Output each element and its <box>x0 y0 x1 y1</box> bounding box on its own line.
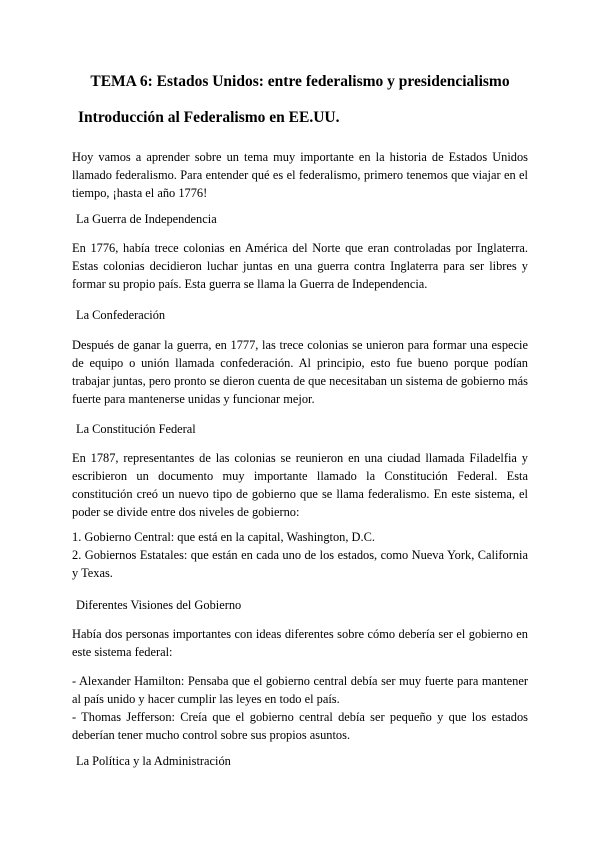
section-text-confederacion: Después de ganar la guerra, en 1777, las trece colonias se unieron para formar una especie de equipo o unión llamada confederación. Al principio, esto fue bueno porque podían trabajar juntas, pero pronto se dieron cuenta de que necesitaban un sistema de gobierno más fuerte para mantenerse unidas y funcionar mejor. <box>72 338 528 406</box>
list-item: 2. Gobiernos Estatales: que están en cada uno de los estados, como Nueva York, California y Texas. <box>72 548 528 580</box>
list-item: - Alexander Hamilton: Pensaba que el gobierno central debía ser muy fuerte para mantener al país unido y hacer cumplir las leyes en todo el país. <box>72 674 528 706</box>
section-heading-independencia: La Guerra de Independencia <box>76 212 217 226</box>
document-title: TEMA 6: Estados Unidos: entre federalismo y presidencialismo <box>90 73 510 90</box>
intro-paragraph: Hoy vamos a aprender sobre un tema muy importante en la historia de Estados Unidos llamado federalismo. Para entender qué es el federalismo, primero tenemos que viajar en el tiempo, ¡hasta el año 1776! <box>72 150 528 200</box>
section-heading-constitucion: La Constitución Federal <box>76 422 196 436</box>
section-heading-confederacion: La Confederación <box>76 308 166 322</box>
section-heading-politica: La Política y la Administración <box>76 754 231 768</box>
section-heading-visiones: Diferentes Visiones del Gobierno <box>76 598 242 612</box>
list-item: 1. Gobierno Central: que está en la capital, Washington, D.C. <box>72 530 375 544</box>
visions-list <box>72 672 528 744</box>
government-levels-list <box>72 528 528 582</box>
section-text-visiones: Había dos personas importantes con ideas diferentes sobre cómo debería ser el gobierno en este sistema federal: <box>72 627 528 659</box>
list-item: - Thomas Jefferson: Creía que el gobierno central debía ser pequeño y que los estados deberían tener mucho control sobre sus propios asuntos. <box>72 710 528 742</box>
section-text-independencia: En 1776, había trece colonias en América del Norte que eran controladas por Inglaterra. Estas colonias decidieron luchar juntas en una guerra contra Inglaterra para ser libres y formar su propio país. Esta guerra se llama la Guerra de Independencia. <box>72 241 528 291</box>
document-subtitle: Introducción al Federalismo en EE.UU. <box>78 109 340 126</box>
section-text-constitucion: En 1787, representantes de las colonias se reunieron en una ciudad llamada Filadelfia y escribieron un documento muy importante llamado la Constitución Federal. Esta constitución creó un nuevo tipo de gobierno que se llama federalismo. En este sistema, el poder se divide entre dos niveles de gobierno: <box>72 451 528 519</box>
